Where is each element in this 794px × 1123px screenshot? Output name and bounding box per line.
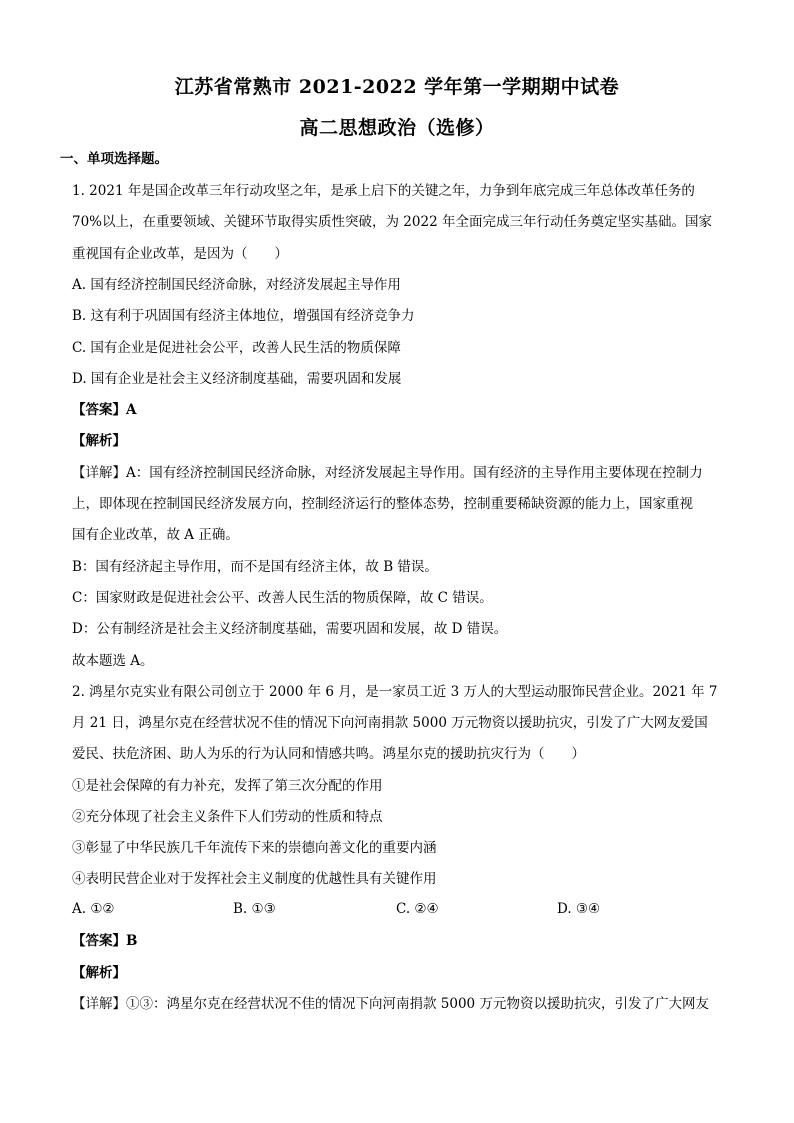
q1-option-d: D. 国有企业是社会主义经济制度基础，需要巩固和发展 <box>72 371 402 387</box>
q2-option-a: A. ①② <box>72 901 115 917</box>
q2-statement-2: ②充分体现了社会主义条件下人们劳动的性质和特点 <box>72 809 383 825</box>
exam-subtitle: 高二思想政治（选修） <box>299 117 495 139</box>
q1-conclusion: 故本题选 A。 <box>72 653 154 669</box>
q1-detail-line: D：公有制经济是社会主义经济制度基础，需要巩固和发展，故 D 错误。 <box>72 621 508 637</box>
q2-option-c: C. ②④ <box>396 901 439 917</box>
q1-detail-line: C：国家财政是促进社会公平、改善人民生活的物质保障，故 C 错误。 <box>72 590 493 606</box>
q2-answer: 【答案】B <box>72 933 138 949</box>
section-heading: 一、单项选择题。 <box>60 151 168 167</box>
q2-option-b: B. ①③ <box>233 901 276 917</box>
q1-option-a: A. 国有经济控制国民经济命脉，对经济发展起主导作用 <box>72 277 401 293</box>
q1-option-c: C. 国有企业是促进社会公平，改善人民生活的物质保障 <box>72 340 401 356</box>
q2-stem-line: 月 21 日，鸿星尔克在经营状况不佳的情况下向河南捐款 5000 万元物资以援助抗灾，引发了广大网友爱国 <box>72 715 708 731</box>
q1-analysis-label: 【解析】 <box>72 433 126 449</box>
q1-detail-line: 【详解】A：国有经济控制国民经济命脉，对经济发展起主导作用。国有经济的主导作用主要体现在控制力 <box>72 465 703 481</box>
q2-statement-1: ①是社会保障的有力补充，发挥了第三次分配的作用 <box>72 778 383 794</box>
q1-detail-line: 上，即体现在控制国民经济发展方向，控制经济运行的整体态势，控制重要稀缺资源的能力上，国家重视 <box>72 496 693 512</box>
q2-analysis-label: 【解析】 <box>72 965 126 981</box>
q2-option-d: D. ③④ <box>557 901 601 917</box>
exam-title: 江苏省常熟市 2021-2022 学年第一学期期中试卷 <box>174 76 620 98</box>
q1-stem-line: 70%以上，在重要领域、关键环节取得实质性突破，为 2022 年全面完成三年行动任务奠定坚实基础。国家 <box>72 214 712 230</box>
q1-detail-line: 国有企业改革，故 A 正确。 <box>72 527 239 543</box>
q2-detail-line: 【详解】①③：鸿星尔克在经营状况不佳的情况下向河南捐款 5000 万元物资以援助抗灾，引发了广大网友 <box>72 996 709 1012</box>
q1-option-b: B. 这有利于巩固国有经济主体地位，增强国有经济竞争力 <box>72 308 415 324</box>
q2-stem-line: 爱民、扶危济困、助人为乐的行为认同和情感共鸣。鸿星尔克的援助抗灾行为（ ） <box>72 746 585 762</box>
q1-stem-line: 重视国有企业改革，是因为（ ） <box>72 246 288 262</box>
q2-statement-4: ④表明民营企业对于发挥社会主义制度的优越性具有关键作用 <box>72 871 437 887</box>
q1-answer: 【答案】A <box>72 402 137 418</box>
q1-stem-line: 1. 2021 年是国企改革三年行动攻坚之年，是承上启下的关键之年，力争到年底完成三年总体改革任务的 <box>72 183 695 199</box>
q2-statement-3: ③彰显了中华民族几千年流传下来的崇德向善文化的重要内涵 <box>72 840 437 856</box>
q1-detail-line: B：国有经济起主导作用，而不是国有经济主体，故 B 错误。 <box>72 559 438 575</box>
q2-stem-line: 2. 鸿星尔克实业有限公司创立于 2000 年 6 月，是一家员工近 3 万人的大型运动服饰民营企业。2021 年 7 <box>72 684 718 700</box>
